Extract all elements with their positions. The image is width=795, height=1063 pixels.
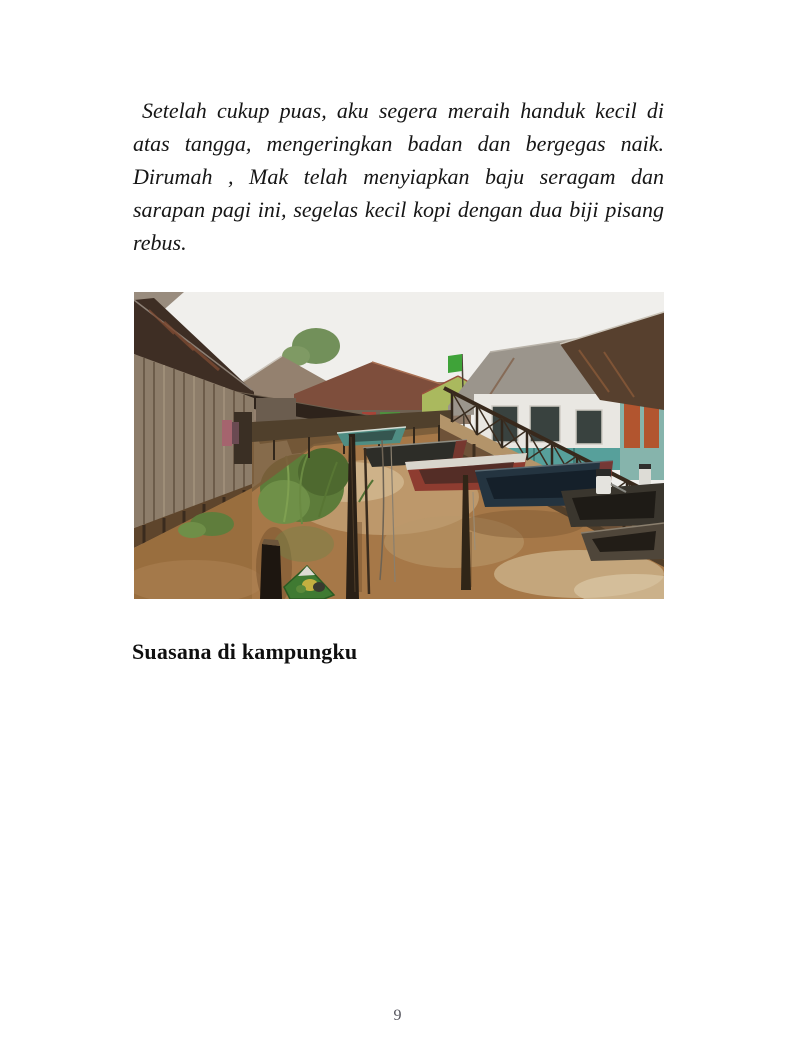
- paragraph-line: atas tangga, mengeringkan badan dan bergegas naik.: [133, 131, 664, 156]
- page-number: 9: [393, 1007, 402, 1024]
- paragraph-line: rebus.: [133, 230, 187, 255]
- paragraph-line: Dirumah , Mak telah menyiapkan baju seragam dan: [133, 164, 664, 189]
- photo-caption: Suasana di kampungku: [132, 639, 358, 664]
- paragraph-line: Setelah cukup puas, aku segera meraih handuk kecil di: [142, 98, 664, 123]
- village-river-photo: [134, 292, 664, 599]
- paragraph-line: sarapan pagi ini, segelas kecil kopi dengan dua biji pisang: [133, 197, 664, 222]
- story-paragraph: [133, 94, 664, 259]
